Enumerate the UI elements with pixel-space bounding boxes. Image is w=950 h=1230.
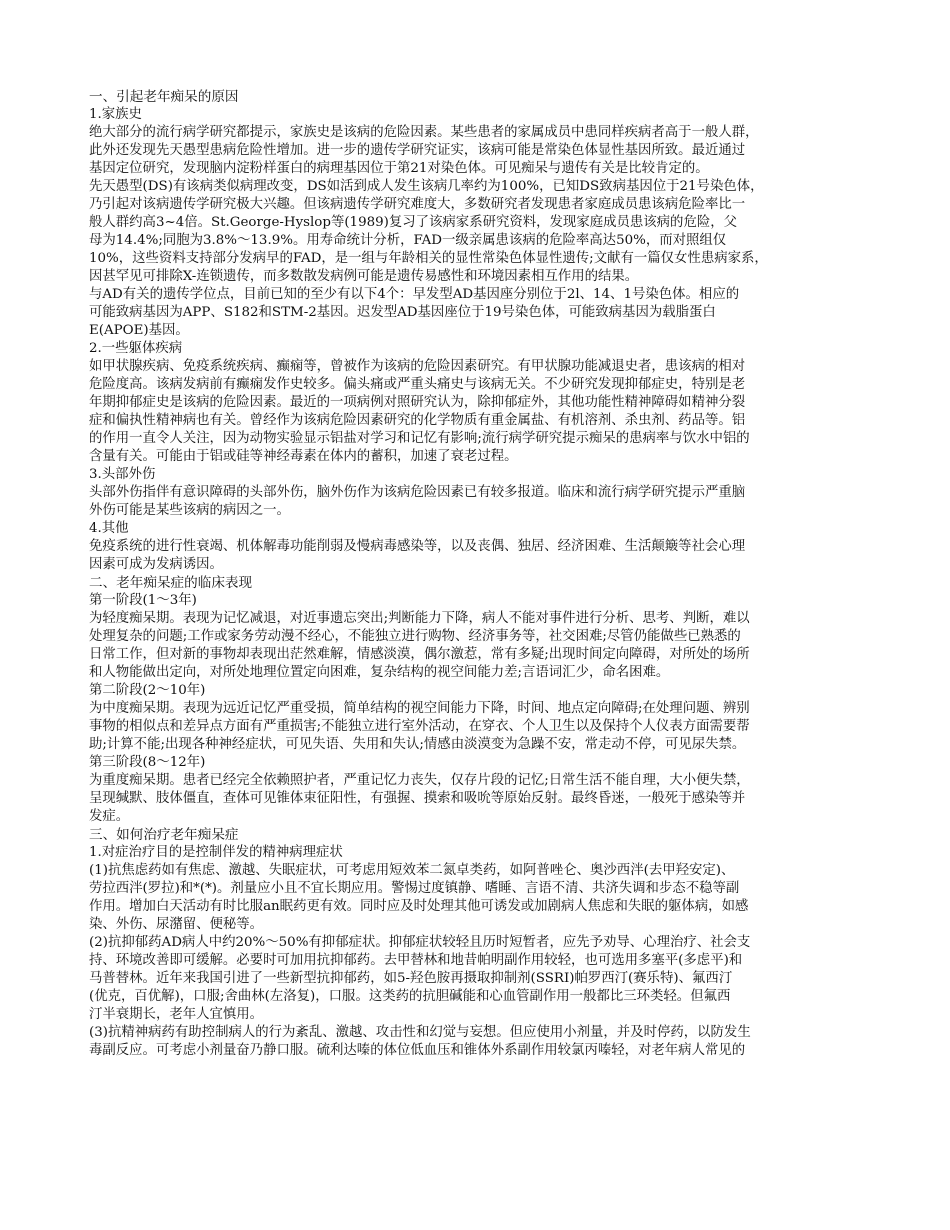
section-heading: 三、如何治疗老年痴呆症 <box>89 827 239 843</box>
body-text-line: 绝大部分的流行病学研究都提示，家族史是该病的危险因素。某些患者的家属成员中患同样疾病者高于一般人群， <box>89 125 759 140</box>
body-text-line: 发症。 <box>89 809 130 824</box>
body-text-line: 症和偏执性精神病也有关。曾经作为该病危险因素研究的化学物质有重金属盐、有机溶剂、杀虫剂、药品等。铝 <box>89 413 746 428</box>
body-text-line: 汀半衰期长，老年人宜慎用。 <box>89 1007 264 1022</box>
body-text-line: 的作用一直令人关注，因为动物实验显示铝盐对学习和记忆有影响;流行病学研究提示痴呆的患病率与饮水中铝的 <box>89 431 750 446</box>
body-text-line: 劳拉西泮(罗拉)和*(*)。剂量应小且不宜长期应用。警惕过度镇静、嗜睡、言语不清、共济失调和步态不稳等副 <box>89 881 740 896</box>
subsection-heading: 第二阶段(2～10年) <box>89 683 206 698</box>
section-heading: 二、老年痴呆症的临床表现 <box>89 575 253 591</box>
body-text-line: 马普替林。近年来我国引进了一些新型抗抑郁药，如5-羟色胺再摄取抑制剂(SSRI)帕罗西汀(赛乐特)、氟西汀 <box>89 971 733 986</box>
body-text-line: 危险度高。该病发病前有癫痫发作史较多。偏头痛或严重头痛史与该病无关。不少研究发现抑郁症史，特别是老 <box>89 377 746 392</box>
body-text-line: 与AD有关的遗传学位点，目前已知的至少有以下4个：早发型AD基因座分别位于2l、14、1号染色体。相应的 <box>89 287 740 302</box>
body-text-line: 持、环境改善即可缓解。必要时可加用抗抑郁药。去甲替林和地昔帕明副作用较轻，也可选用多塞平(多虑平)和 <box>89 953 743 968</box>
body-text-line: 年期抑郁症史是该病的危险因素。最近的一项病例对照研究认为，除抑郁症外，其他功能性精神障碍如精神分裂 <box>89 395 746 410</box>
body-text-line: (1)抗焦虑药如有焦虑、激越、失眠症状，可考虑用短效苯二氮卓类药，如阿普唑仑、奥沙西泮(去甲羟安定)、 <box>89 863 735 878</box>
body-text-line: E(APOE)基因。 <box>89 323 189 338</box>
body-text-line: 基因定位研究，发现脑内淀粉样蛋白的病理基因位于第21对染色体。可见痴呆与遗传有关是比较肯定的。 <box>89 161 709 176</box>
body-text-line: 因甚罕见可排除X-连锁遗传，而多数散发病例可能是遗传易感性和环境因素相互作用的结果。 <box>89 269 639 284</box>
body-text-line: 为重度痴呆期。患者已经完全依赖照护者，严重记忆力丧失，仅存片段的记忆;日常生活不能自理，大小便失禁， <box>89 773 750 788</box>
subsection-heading: 2.一些躯体疾病 <box>89 341 183 356</box>
body-text-line: 头部外伤指伴有意识障碍的头部外伤，脑外伤作为该病危险因素已有较多报道。临床和流行病学研究提示严重脑 <box>89 485 746 500</box>
body-text-line: (优克，百优解)，口服;舍曲林(左洛复)，口服。这类药的抗胆碱能和心血管副作用一般都比三环类轻。但氟西 <box>89 989 731 1004</box>
body-text-line: 可能致病基因为APP、S182和STM-2基因。迟发型AD基因座位于19号染色体，可能致病基因为载脂蛋白 <box>89 305 716 320</box>
body-text-line: (3)抗精神病药有助控制病人的行为紊乱、激越、攻击性和幻觉与妄想。但应使用小剂量，并及时停药，以防发生 <box>89 1025 751 1040</box>
subsection-heading: 1.对症治疗目的是控制伴发的精神病理症状 <box>89 845 343 860</box>
subsection-heading: 第三阶段(8～12年) <box>89 755 206 770</box>
body-text-line: 作用。增加白天活动有时比服an眠药更有效。同时应及时处理其他可诱发或加剧病人焦虑和失眠的躯体病，如感 <box>89 899 749 914</box>
subsection-heading: 3.头部外伤 <box>89 467 156 482</box>
body-text-line: 事物的相似点和差异点方面有严重损害;不能独立进行室外活动，在穿衣、个人卫生以及保持个人仪表方面需要帮 <box>89 719 750 734</box>
body-text-line: 先天愚型(DS)有该病类似病理改变，DS如活到成人发生该病几率约为100%，已知DS致病基因位于21号染色体， <box>89 179 764 194</box>
body-text-line: 乃引起对该病遗传学研究极大兴趣。但该病遗传学研究难度大，多数研究者发现患者家庭成员患该病危险率比一 <box>89 197 746 212</box>
body-text-line: 外伤可能是某些该病的病因之一。 <box>89 503 290 518</box>
body-text-line: 为中度痴呆期。表现为远近记忆严重受损，简单结构的视空间能力下降，时间、地点定向障碍;在处理问题、辨别 <box>89 701 750 716</box>
subsection-heading: 1.家族史 <box>89 107 142 122</box>
body-text-line: 为轻度痴呆期。表现为记忆减退，对近事遗忘突出;判断能力下降，病人不能对事件进行分析、思考、判断，难以 <box>89 611 750 626</box>
body-text-line: 此外还发现先天愚型患病危险性增加。进一步的遗传学研究证实，该病可能是常染色体显性基因所致。最近通过 <box>89 143 746 158</box>
body-text-line: 如甲状腺疾病、免疫系统疾病、癫痫等，曾被作为该病的危险因素研究。有甲状腺功能减退史者，患该病的相对 <box>89 359 746 374</box>
body-text-line: 助;计算不能;出现各种神经症状，可见失语、失用和失认;情感由淡漠变为急躁不安，常走动不停，可见尿失禁。 <box>89 737 746 752</box>
body-text-line: 免疫系统的进行性衰竭、机体解毒功能削弱及慢病毒感染等，以及丧偶、独居、经济困难、生活颠簸等社会心理 <box>89 539 746 554</box>
body-text-line: 呈现缄默、肢体僵直，查体可见锥体束征阳性，有强握、摸索和吸吮等原始反射。最终昏迷，一般死于感染等并 <box>89 791 746 806</box>
body-text-line: 母为14.4%;同胞为3.8%～13.9%。用寿命统计分析，FAD一级亲属患该病的危险率高达50%，而对照组仅 <box>89 233 727 248</box>
body-text-line: (2)抗抑郁药AD病人中约20%～50%有抑郁症状。抑郁症状较轻且历时短暂者，应先予劝导、心理治疗、社会支 <box>89 935 751 950</box>
body-text-line: 因素可成为发病诱因。 <box>89 557 223 572</box>
body-text-line: 和人物能做出定向，对所处地理位置定向困难，复杂结构的视空间能力差;言语词汇少，命名困难。 <box>89 665 670 680</box>
body-text-line: 含量有关。可能由于铝或硅等神经毒素在体内的蓄积，加速了衰老过程。 <box>89 449 518 464</box>
subsection-heading: 4.其他 <box>89 521 129 536</box>
section-heading: 一、引起老年痴呆的原因 <box>89 89 239 105</box>
body-text-line: 般人群约高3~4倍。St.George-Hyslop等(1989)复习了该病家系研究资料，发现家庭成员患该病的危险，父 <box>89 215 738 230</box>
subsection-heading: 第一阶段(1～3年) <box>89 593 197 608</box>
document-page <box>89 88 864 1060</box>
body-text-line: 10%，这些资料支持部分发病早的FAD，是一组与年龄相关的显性常染色体显性遗传;文献有一篇仅女性患病家系， <box>89 251 768 266</box>
body-text-line: 日常工作，但对新的事物却表现出茫然难解，情感淡漠，偶尔激惹，常有多疑;出现时间定向障碍，对所处的场所 <box>89 647 750 662</box>
body-text-line: 毒副反应。可考虑小剂量奋乃静口服。硫利达嗪的体位低血压和锥体外系副作用较氯丙嗪轻，对老年病人常见的 <box>89 1043 746 1058</box>
body-text-line: 处理复杂的问题;工作或家务劳动漫不经心，不能独立进行购物、经济事务等，社交困难;尽管仍能做些已熟悉的 <box>89 629 741 644</box>
body-text-line: 染、外伤、尿潴留、便秘等。 <box>89 917 264 932</box>
